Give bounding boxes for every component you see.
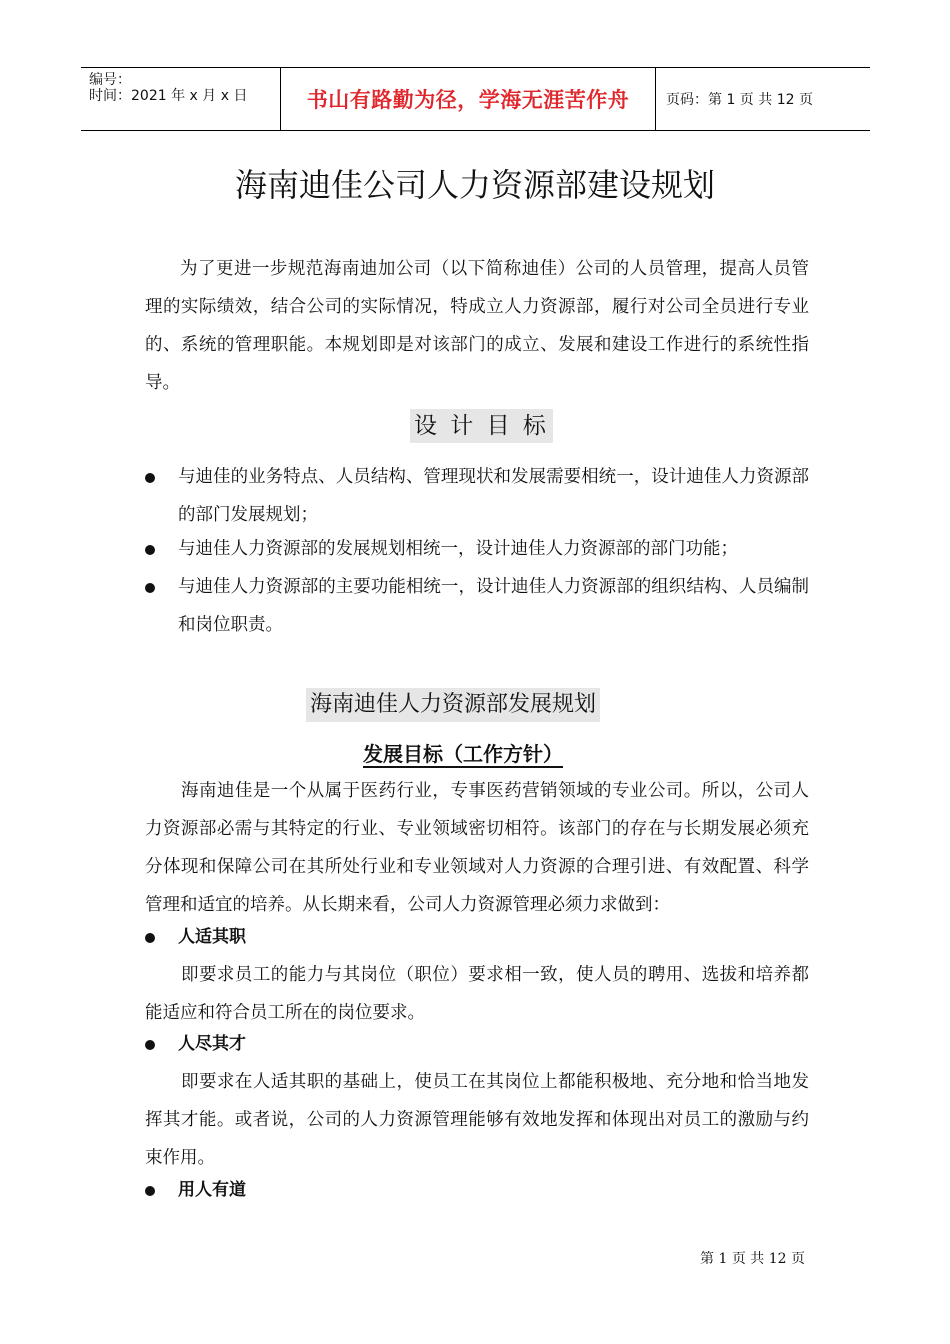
design-goals-heading: 设 计 目 标 (410, 409, 553, 443)
page-label: 页码：第 1 页 共 12 页 (666, 92, 813, 108)
document-title: 海南迪佳公司人力资源部建设规划 (234, 166, 715, 204)
dev-plan-intro: 海南迪佳是一个从属于医药行业，专事医药营销领域的专业公司。所以，公司人力资源部必需与其特定的行业、专业领域密切相符。该部门的存在与长期发展必须充分体现和保障公司在其所处行业和专业领域对人力资源的合理引进、有效配置、科学管理和适宜的培养。从长期来看，公司人力资源管理必须力求做到： (145, 781, 809, 915)
list-item-text: 与迪佳人力资源部的主要功能相统一，设计迪佳人力资源部的组织结构、人员编制和岗位职责。 (178, 577, 809, 635)
list-item-text: 与迪佳的业务特点、人员结构、管理现状和发展需要相统一，设计迪佳人力资源部的部门发展规划； (178, 467, 809, 525)
point-title: 用人有道 (178, 1180, 246, 1200)
dev-plan-heading: 海南迪佳人力资源部发展规划 (306, 688, 600, 722)
motto: 书山有路勤为径，学海无涯苦作舟 (281, 68, 656, 130)
point-text: 即要求在人适其职的基础上，使员工在其岗位上都能积极地、充分地和恰当地发挥其才能。或者说，公司的人力资源管理能够有效地发挥和体现出对员工的激励与约束作用。 (145, 1072, 809, 1168)
header-meta (81, 68, 281, 130)
list-item (145, 458, 809, 534)
number-label: 编号： (89, 72, 131, 88)
list-item-text: 与迪佳人力资源部的发展规划相统一，设计迪佳人力资源部的部门功能； (178, 539, 738, 559)
time-label: 时间：2021 年 x 月 x 日 (89, 88, 248, 104)
dev-plan-subheading: 发展目标（工作方针） (363, 742, 563, 766)
bullet-icon (145, 933, 155, 943)
bullet-icon (145, 583, 155, 593)
bullet-icon (145, 1040, 155, 1050)
list-item (145, 1171, 809, 1209)
page-header (81, 67, 870, 131)
point-title: 人尽其才 (178, 1034, 246, 1054)
list-item (145, 1025, 809, 1063)
list-item (145, 568, 809, 644)
intro-paragraph: 为了更进一步规范海南迪加公司（以下简称迪佳）公司的人员管理，提高人员管理的实际绩效，结合公司的实际情况，特成立人力资源部，履行对公司全员进行专业的、系统的管理职能。本规划即是对该部门的成立、发展和建设工作进行的系统性指导。 (145, 259, 809, 393)
point-title: 人适其职 (178, 927, 246, 947)
list-item (145, 530, 809, 568)
page-footer: 第 1 页 共 12 页 (700, 1251, 805, 1267)
list-item (145, 918, 809, 956)
point-text: 即要求员工的能力与其岗位（职位）要求相一致，使人员的聘用、选拔和培养都能适应和符合员工所在的岗位要求。 (145, 965, 809, 1023)
bullet-icon (145, 473, 155, 483)
bullet-icon (145, 545, 155, 555)
bullet-icon (145, 1186, 155, 1196)
